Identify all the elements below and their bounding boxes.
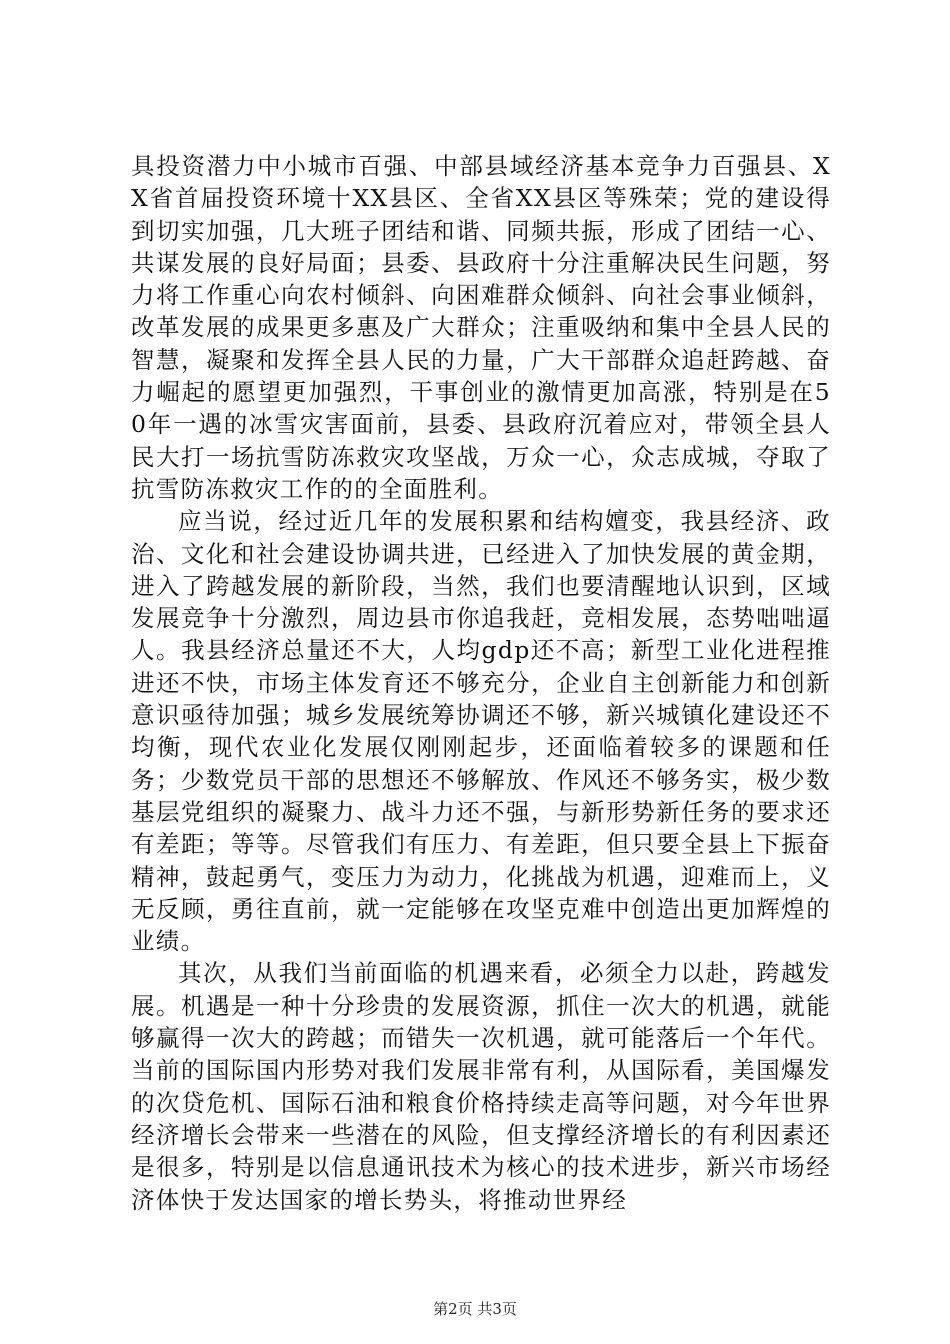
- document-body: [131, 150, 831, 1216]
- paragraph-2: 应当说，经过近几年的发展积累和结构嬗变，我县经济、政治、文化和社会建设协调共进，已经进入了加快发展的黄金期，进入了跨越发展的新阶段，当然，我们也要清醒地认识到，区域发展竞争十分激烈，周边县市你追我赶，竞相发展，态势咄咄逼人。我县经济总量还不大，人均gdp还不高；新型工业化进程推进还不快，市场主体发育还不够充分，企业自主创新能力和创新意识亟待加强；城乡发展统筹协调还不够，新兴城镇化建设还不均衡，现代农业化发展仅刚刚起步，还面临着较多的课题和任务；少数党员干部的思想还不够解放、作风还不够务实，极少数基层党组织的凝聚力、战斗力还不强，与新形势新任务的要求还有差距；等等。尽管我们有压力、有差距，但只要全县上下振奋精神，鼓起勇气，变压力为动力，化挑战为机遇，迎难而上，义无反顾，勇往直前，就一定能够在攻坚克难中创造出更加辉煌的业绩。: [131, 507, 831, 956]
- page-footer: [0, 1298, 950, 1319]
- paragraph-1: 具投资潜力中小城市百强、中部县域经济基本竞争力百强县、XX省首届投资环境十XX县区、全省XX县区等殊荣；党的建设得到切实加强，几大班子团结和谐、同频共振，形成了团结一心、共谋发展的良好局面；县委、县政府十分注重解决民生问题，努力将工作重心向农村倾斜、向困难群众倾斜、向社会事业倾斜，改革发展的成果更多惠及广大群众；注重吸纳和集中全县人民的智慧，凝聚和发挥全县人民的力量，广大干部群众追赶跨越、奋力崛起的愿望更加强烈，干事创业的激情更加高涨，特别是在50年一遇的冰雪灾害面前，县委、县政府沉着应对，带领全县人民大打一场抗雪防冻救灾攻坚战，万众一心，众志成城，夺取了抗雪防冻救灾工作的的全面胜利。: [131, 152, 831, 503]
- paragraph-3: 其次，从我们当前面临的机遇来看，必须全力以赴，跨越发展。机遇是一种十分珍贵的发展资源，抓住一次大的机遇，就能够赢得一次大的跨越；而错失一次机遇，就可能落后一个年代。当前的国际国内形势对我们发展非常有利，从国际看，美国爆发的次贷危机、国际石油和粮食价格持续走高等问题，对今年世界经济增长会带来一些潜在的风险，但支撑经济增长的有利因素还是很多，特别是以信息通讯技术为核心的技术进步，新兴市场经济体快于发达国家的增长势头，将推动世界经: [131, 959, 831, 1214]
- page-number-label: 第2页 共3页: [433, 1300, 517, 1318]
